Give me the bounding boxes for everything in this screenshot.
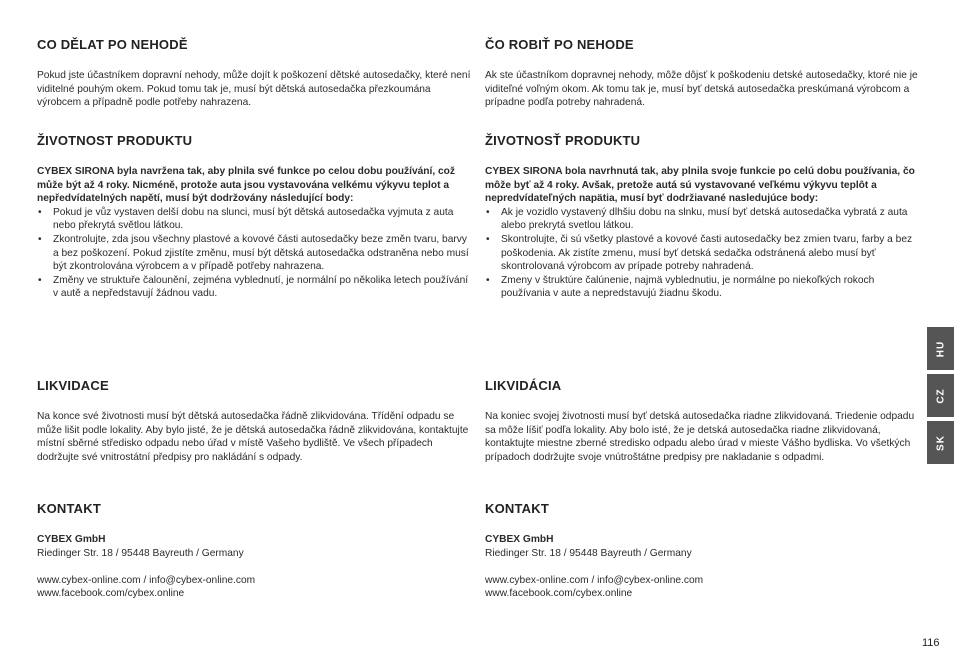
- section-accident-sk: [485, 37, 920, 110]
- contact-company-cz: CYBEX GmbH: [37, 534, 106, 545]
- list-lifetime-sk: [485, 206, 920, 301]
- contact-company-sk: CYBEX GmbH: [485, 534, 554, 545]
- tab-sk[interactable]: SK: [927, 421, 954, 464]
- text-disposal-sk: Na koniec svojej životnosti musí byť detská autosedačka riadne zlikvidovaná. Triedenie odpadu sa môže líšiť podľa lokality. Aby bolo isté, že je detská autosedačka riadne zlikvidovaná, kontaktujte miestne zberné stredisko odpadu alebo úrad v mieste Vášho bydliska. Vo všetkých prípadoch dodržujte svoje vnútroštátne predpisy pre nakladanie s odpadmi.: [485, 411, 915, 463]
- text-lifetime-intro-cz: CYBEX SIRONA byla navržena tak, aby plnila své funkce po celou dobu používání, což může být až 4 roky. Nicméně, protože auta jsou vystavována velkému výkyvu teplot a nepředvídatelných napětí, musí být dodržovány následující body:: [37, 166, 455, 205]
- section-lifetime-cz: [37, 133, 472, 301]
- list-item: • Skontrolujte, či sú všetky plastové a kovové časti autosedačky bez zmien tvaru, farby a bez poškodenia. Ak zistíte zmenu, musí byť detská sedačka odstránená alebo musí byť skontrolovaná výrobcom av prípade potreby nahradená.: [485, 233, 920, 274]
- list-lifetime-cz: [37, 206, 472, 301]
- heading-accident-cz: CO DĚLAT PO NEHODĚ: [37, 37, 188, 52]
- text-accident-sk: Ak ste účastníkom dopravnej nehody, môže dôjsť k poškodeniu detské autosedačky, ktoré nie je viditeľné voľným okom. Ak tomu tak je, musí byť detská autosedačka preskúmaná výrobcom a prípadne podľa potreby nahradená.: [485, 70, 918, 109]
- section-contact-sk: [485, 501, 920, 601]
- text-accident-cz: Pokud jste účastníkem dopravní nehody, může dojít k poškození dětské autosedačky, které není viditelné pouhým okem. Pokud tomu tak je, musí být dětská autosedačka přezkoumána výrobcem a případně podle potřeby nahrazena.: [37, 70, 471, 109]
- tab-cz[interactable]: CZ: [927, 374, 954, 417]
- heading-disposal-cz: LIKVIDACE: [37, 378, 109, 393]
- heading-lifetime-sk: ŽIVOTNOSŤ PRODUKTU: [485, 133, 641, 148]
- heading-accident-sk: ČO ROBIŤ PO NEHODE: [485, 37, 634, 52]
- heading-lifetime-cz: ŽIVOTNOST PRODUKTU: [37, 133, 193, 148]
- list-item: • Pokud je vůz vystaven delší dobu na slunci, musí být dětská autosedačka vyjmuta z auta nebo překrytá světlou látkou.: [37, 206, 472, 233]
- contact-web-sk[interactable]: www.cybex-online.com / info@cybex-online.com: [485, 574, 704, 586]
- page-number: 116: [922, 637, 940, 649]
- section-disposal-sk: [485, 378, 920, 464]
- text-lifetime-intro-sk: CYBEX SIRONA bola navrhnutá tak, aby plnila svoje funkcie po celú dobu používania, čo môže byť až 4 roky. Avšak, pretože autá sú vystavované veľkému výkyvu teplôt a nepredvídateľných napätia, musí byť dodržiavané nasledujúce body:: [485, 166, 915, 205]
- heading-disposal-sk: LIKVIDÁCIA: [485, 378, 562, 393]
- heading-contact-sk: KONTAKT: [485, 501, 549, 516]
- section-contact-cz: [37, 501, 472, 601]
- section-accident-cz: [37, 37, 472, 110]
- section-disposal-cz: [37, 378, 472, 464]
- list-item: • Zmeny v štruktúre čalúnenie, najmä vyblednutiu, je normálne po niekoľkých rokoch používania v aute a nepredstavujú žiadnu škodu.: [485, 274, 920, 301]
- section-lifetime-sk: [485, 133, 920, 301]
- tab-hu[interactable]: HU: [927, 327, 954, 370]
- contact-address-sk: Riedinger Str. 18 / 95448 Bayreuth / Germany: [485, 547, 692, 559]
- contact-address-cz: Riedinger Str. 18 / 95448 Bayreuth / Germany: [37, 547, 244, 559]
- contact-web-cz[interactable]: www.cybex-online.com / info@cybex-online.com: [37, 574, 256, 586]
- heading-contact-cz: KONTAKT: [37, 501, 101, 516]
- list-item: • Změny ve struktuře čalounění, zejména vyblednutí, je normální po několika letech používání v autě a nepředstavují žádnou vadu.: [37, 274, 472, 301]
- contact-facebook-cz[interactable]: www.facebook.com/cybex.online: [37, 588, 185, 600]
- list-item: • Ak je vozidlo vystavený dlhšiu dobu na slnku, musí byť detská autosedačka vybratá z auta alebo prekrytá svetlou látkou.: [485, 206, 920, 233]
- contact-facebook-sk[interactable]: www.facebook.com/cybex.online: [485, 588, 633, 600]
- text-disposal-cz: Na konce své životnosti musí být dětská autosedačka řádně zlikvidována. Třídění odpadu se může lišit podle lokality. Aby bylo jisté, že je dětská autosedačka řádně zlikvidována, kontaktujte místní sběrné středisko odpadu nebo úřad v místě Vašeho bydliště. Ve všech případech dodržujte své vnitrostátní předpisy pro nakládání s odpady.: [37, 411, 469, 463]
- list-item: • Zkontrolujte, zda jsou všechny plastové a kovové části autosedačky beze změn tvaru, barvy a bez poškození. Pokud zjistíte změnu, musí být dětská autosedačka odstraněna nebo musí být zkontrolována výrobcem a v případě potřeby nahrazena.: [37, 233, 472, 274]
- language-tabs: [927, 327, 954, 468]
